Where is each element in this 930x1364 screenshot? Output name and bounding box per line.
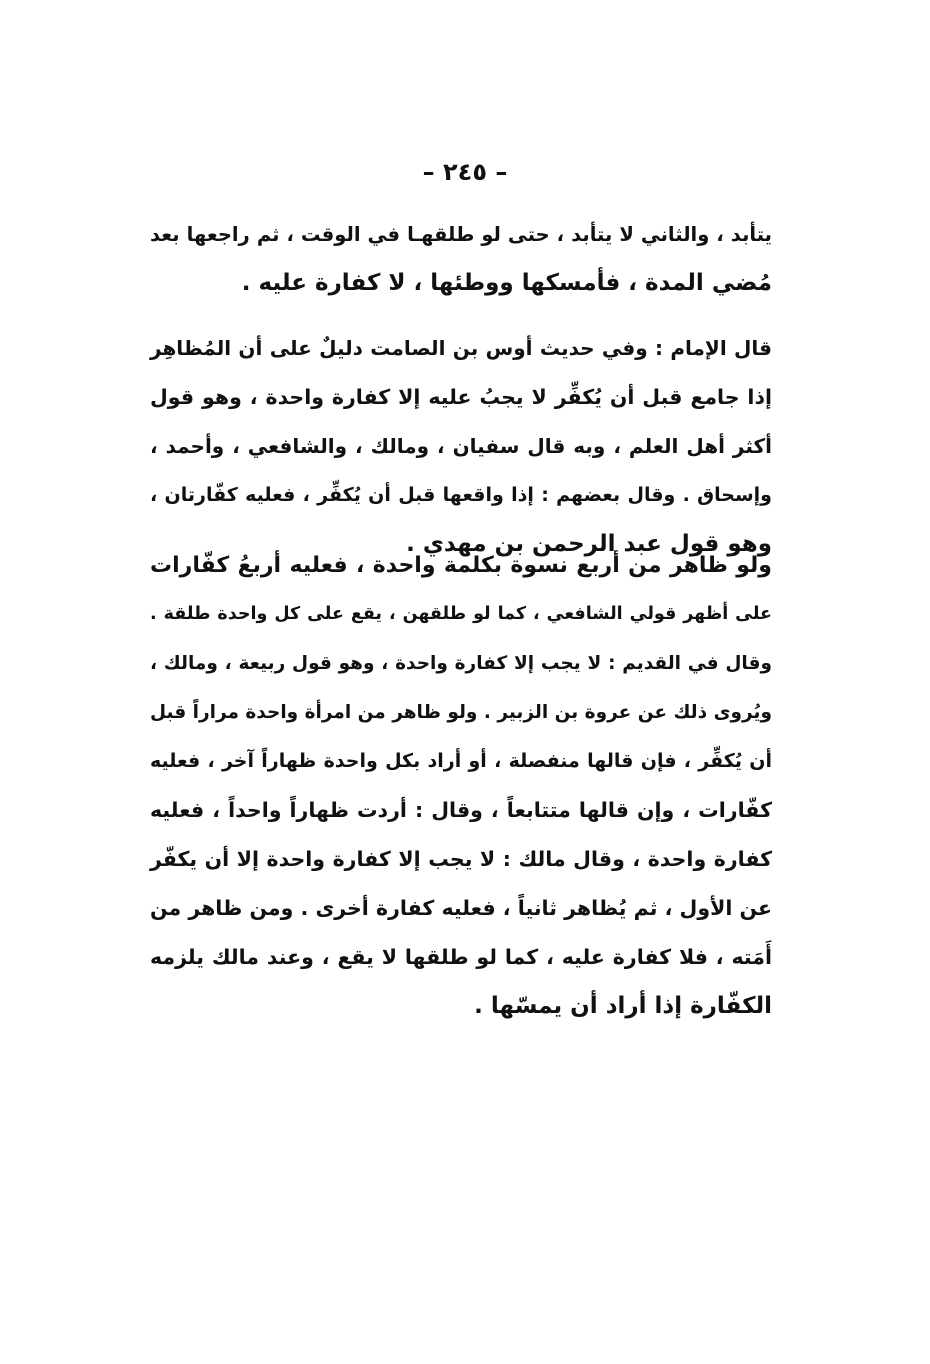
text-line: عن الأول ، ثم يُظاهر ثانياً ، فعليه كفارة أخرى . ومن ظاهر من <box>150 896 772 920</box>
text-line: قال الإمام : وفي حديث أوس بن الصامت دليلٌ على أن المُظاهِر <box>150 336 772 360</box>
text-line: وهو قول عبد الرحمن بن مهدي . <box>406 531 772 557</box>
text-line: أَمَته ، فلا كفارة عليه ، كما لو طلقها لا يقع ، وعند مالك يلزمه <box>150 945 772 969</box>
text-line: مُضي المدة ، فأمسكها ووطئها ، لا كفارة عليه . <box>241 270 772 296</box>
text-line: الكفّارة إذا أراد أن يمسّها . <box>474 993 772 1019</box>
text-line: على أظهر قولي الشافعي ، كما لو طلقهن ، يقع على كل واحدة طلقة . <box>150 604 772 624</box>
text-line: وإسحاق . وقال بعضهم : إذا واقعها قبل أن يُكفِّر ، فعليه كفّارتان ، <box>150 484 772 506</box>
text-line: وقال في القديم : لا يجب إلا كفارة واحدة ، وهو قول ربيعة ، ومالك ، <box>150 653 772 674</box>
text-line: أكثر أهل العلم ، وبه قال سفيان ، ومالك ، والشافعي ، وأحمد ، <box>150 434 772 458</box>
text-line: كفّارات ، وإن قالها متتابعاً ، وقال : أردت ظهاراً واحداً ، فعليه <box>150 798 772 822</box>
text-line: أن يُكفِّر ، فإن قالها منفصلة ، أو أراد بكل واحدة ظهاراً آخر ، فعليه <box>150 750 772 772</box>
text-line: إذا جامع قبل أن يُكفِّر لا يجبُ عليه إلا كفارة واحدة ، وهو قول <box>150 385 772 409</box>
paragraph-2 <box>150 324 772 569</box>
page-number: – ٢٤٥ – <box>422 158 508 186</box>
text-line: كفارة واحدة ، وقال مالك : لا يجب إلا كفارة واحدة إلا أن يكفّر <box>150 847 772 871</box>
text-line: ويُروى ذلك عن عروة بن الزبير . ولو ظاهر من امرأة واحدة مراراً قبل <box>150 702 772 723</box>
text-line: يتأبد ، والثاني لا يتأبد ، حتى لو طلقهـا في الوقت ، ثم راجعها بعد <box>150 223 772 246</box>
text-line: ولو ظاهر من أربع نسوة بكلمة واحدة ، فعليه أربعُ كفّارات <box>150 553 772 578</box>
paragraph-3 <box>150 541 772 1031</box>
paragraph-1 <box>150 210 772 308</box>
